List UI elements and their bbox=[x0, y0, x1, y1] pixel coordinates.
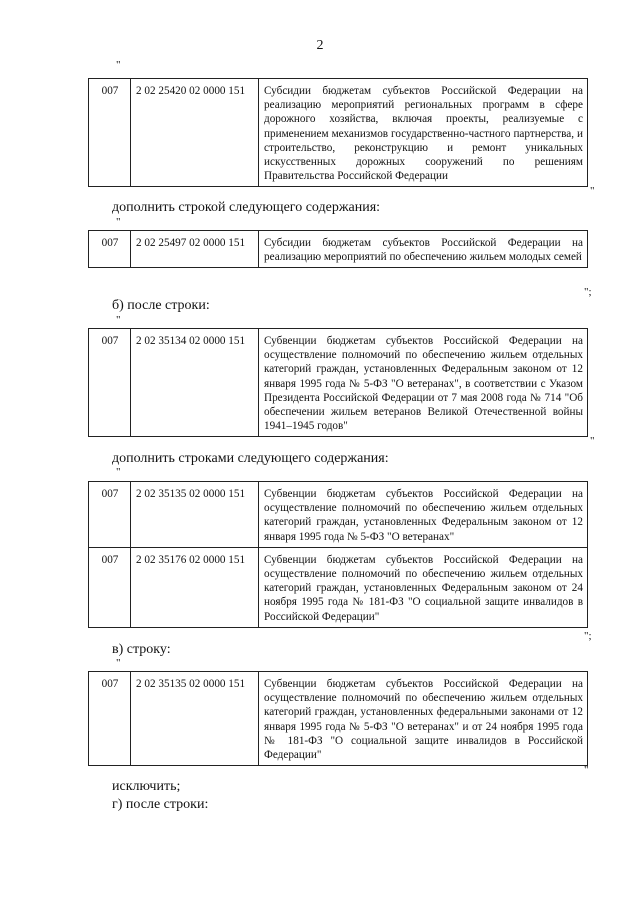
budget-code-cell: 2 02 35135 02 0000 151 bbox=[131, 482, 259, 548]
quote-open: " bbox=[116, 314, 121, 326]
budget-table-2 bbox=[88, 230, 588, 268]
paragraph-exclude: исключить; bbox=[112, 779, 181, 794]
paragraph-add-rows: дополнить строками следующего содержания: bbox=[112, 451, 389, 466]
paragraph-v-row: в) строку: bbox=[112, 642, 171, 657]
budget-table-4 bbox=[88, 481, 588, 628]
page-number: 2 bbox=[316, 38, 324, 53]
table-row bbox=[89, 329, 588, 437]
quote-close: " bbox=[590, 435, 595, 447]
quote-close-semicolon: "; bbox=[584, 630, 592, 642]
quote-open: " bbox=[116, 657, 121, 669]
budget-code-cell: 2 02 25497 02 0000 151 bbox=[131, 231, 259, 268]
paragraph-add-row: дополнить строкой следующего содержания: bbox=[112, 200, 381, 215]
budget-code-cell: 2 02 35135 02 0000 151 bbox=[131, 672, 259, 766]
admin-code-cell: 007 bbox=[89, 482, 131, 548]
description-cell: Субвенции бюджетам субъектов Российской Федерации на осуществление полномочий по обеспечению жильем отдельных категорий граждан, установленных Федеральным законом от 12 января 1995 года № 5-ФЗ "О ветеранах", в соответствии с Указом Президента Российской Федерации от 7 мая 2008 года № 714 "Об обеспечении жильем ветеранов Великой Отечественной войны 1941–1945 годов" bbox=[259, 329, 588, 437]
description-cell: Субвенции бюджетам субъектов Российской Федерации на осуществление полномочий по обеспечению жильем отдельных категорий граждан, установленных Федеральным законом от 12 января 1995 года № 5-ФЗ "О ветеранах" bbox=[259, 482, 588, 548]
admin-code-cell: 007 bbox=[89, 672, 131, 766]
quote-close-semicolon: "; bbox=[584, 286, 592, 298]
admin-code-cell: 007 bbox=[89, 79, 131, 187]
budget-code-cell: 2 02 35176 02 0000 151 bbox=[131, 547, 259, 627]
description-cell: Субвенции бюджетам субъектов Российской Федерации на осуществление полномочий по обеспечению жильем отдельных категорий граждан, установленных Федеральным законом от 24 ноября 1995 года № 181-ФЗ "О социальной защите инвалидов в Российской Федерации" bbox=[259, 547, 588, 627]
description-cell: Субсидии бюджетам субъектов Российской Федерации на реализацию мероприятий по обеспечению жильем молодых семей bbox=[259, 231, 588, 268]
quote-close: " bbox=[590, 185, 595, 197]
description-cell: Субсидии бюджетам субъектов Российской Федерации на реализацию мероприятий региональных программ в сфере дорожного хозяйства, включая проекты, реализуемые с применением механизмов государственно-частного партнерства, и строительство, реконструкцию и ремонт уникальных искусственных дорожных сооружений по решениям Правительства Российской Федерации bbox=[259, 79, 588, 187]
table-row bbox=[89, 482, 588, 548]
paragraph-b-after-row: б) после строки: bbox=[112, 298, 210, 313]
budget-code-cell: 2 02 25420 02 0000 151 bbox=[131, 79, 259, 187]
quote-close: " bbox=[584, 764, 589, 776]
budget-table-5 bbox=[88, 671, 588, 766]
table-row bbox=[89, 672, 588, 766]
budget-code-cell: 2 02 35134 02 0000 151 bbox=[131, 329, 259, 437]
budget-table-3 bbox=[88, 328, 588, 437]
budget-table-1 bbox=[88, 78, 588, 187]
description-cell: Субвенции бюджетам субъектов Российской Федерации на осуществление полномочий по обеспечению жильем отдельных категорий граждан, установленных федеральными законами от 12 января 1995 года № 5-ФЗ "О ветеранах" и от 24 ноября 1995 года № 181-ФЗ "О социальной защите инвалидов в Российской Федерации" bbox=[259, 672, 588, 766]
admin-code-cell: 007 bbox=[89, 547, 131, 627]
quote-open: " bbox=[116, 59, 121, 71]
paragraph-g-after-row: г) после строки: bbox=[112, 797, 209, 812]
admin-code-cell: 007 bbox=[89, 231, 131, 268]
quote-open: " bbox=[116, 216, 121, 228]
table-row bbox=[89, 231, 588, 268]
admin-code-cell: 007 bbox=[89, 329, 131, 437]
table-row bbox=[89, 79, 588, 187]
table-row bbox=[89, 547, 588, 627]
quote-open: " bbox=[116, 466, 121, 478]
